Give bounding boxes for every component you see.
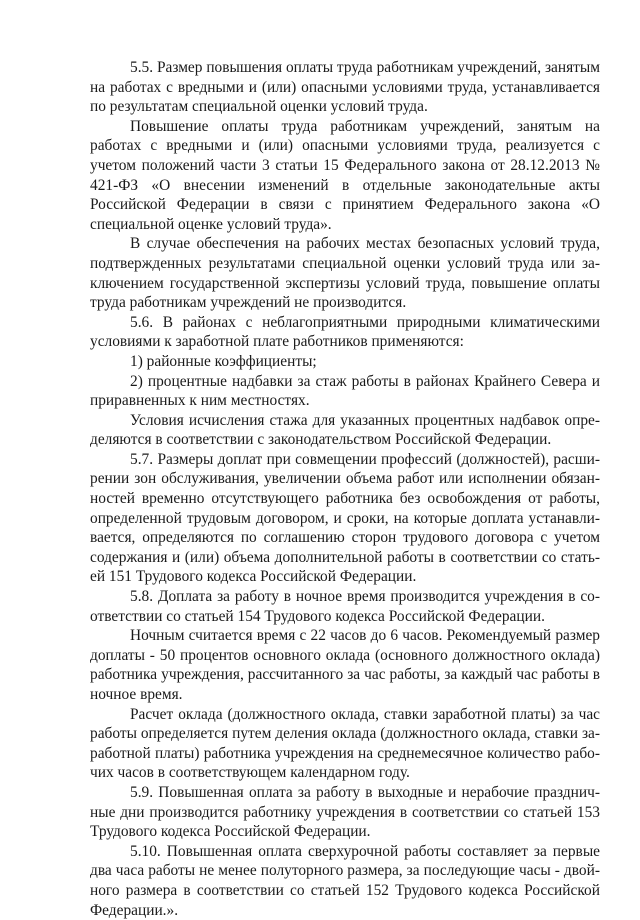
list-item-percentage-allowances: 2) процентные надбавки за стаж работы в районах Крайнего Севера и приравненных к ним местностях. bbox=[90, 372, 600, 410]
paragraph-seniority-conditions: Условия исчисления стажа для указанных процентных надбавок определяются в соответствии с законодательством Российской Федерации. bbox=[90, 411, 600, 449]
paragraph-5-9: 5.9. Повышенная оплата за работу в выходные и нерабочие праздничные дни производится работнику учреждения в соответствии со статьей 153 Трудового кодекса Российской Федерации. bbox=[90, 783, 600, 841]
paragraph-5-7: 5.7. Размеры доплат при совмещении профессий (должностей), расширении зон обслуживания, увеличении объема работ или исполнении обязанностей временно отсутствующего работника без освобождения от работы, определенной трудовым договором, и сроки, на которые доплата устанавливается, определяются по соглашению сторон трудового договора с учетом содержания и (или) объема дополнительной работы в соответствии со статьей 151 Трудового кодекса Российской Федерации. bbox=[90, 450, 600, 586]
paragraph-safe-conditions: В случае обеспечения на рабочих местах безопасных условий труда, подтвержденных результатами специальной оценки условий труда или заключением государственной экспертизы условий труда, повышение оплаты труда работникам учреждений не производится. bbox=[90, 235, 600, 312]
paragraph-hourly-rate: Расчет оклада (должностного оклада, ставки заработной платы) за час работы определяется путем деления оклада (должностного оклада, ставки заработной платы) работника учреждения на среднемесячное количество рабочих часов в соответствующем календарном году. bbox=[90, 705, 600, 782]
document-body bbox=[90, 58, 600, 920]
paragraph-increase-payment: Повышение оплаты труда работникам учреждений, занятым на работах с вредными и (или) опасными условиями труда, реализуется с учетом положений части 3 статьи 15 Федерального закона от 28.12.2013 № 421-ФЗ «О внесении изменений в отдельные законодательные акты Российской Федерации в связи с принятием Федерального закона «О специальной оценке условий труда». bbox=[90, 117, 600, 233]
list-item-regional-coefficients: 1) районные коэффициенты; bbox=[130, 352, 317, 370]
paragraph-night-time: Ночным считается время с 22 часов до 6 часов. Рекомендуемый размер доплаты - 50 процентов основного оклада (основного должностного оклада) работника учреждения, рассчитанного за час работы, за каждый час работы в ночное время. bbox=[90, 627, 600, 703]
paragraph-5-10: 5.10. Повышенная оплата сверхурочной работы составляет за первые два часа работы не менее полуторного размера, за последующие часы - двойного размера в соответствии со статьей 152 Трудового кодекса Российской Федерации.». bbox=[90, 842, 600, 919]
paragraph-5-8: 5.8. Доплата за работу в ночное время производится учреждения в соответствии со статьей 154 Трудового кодекса Российской Федерации. bbox=[90, 588, 600, 625]
paragraph-5-6: 5.6. В районах с неблагоприятными природными климатическими условиями к заработной плате работников применяются: bbox=[90, 313, 600, 351]
paragraph-5-5: 5.5. Размер повышения оплаты труда работникам учреждений, занятым на работах с вредными и (или) опасными условиями труда, устанавливается по результатам специальной оценки условий труда. bbox=[90, 59, 600, 116]
